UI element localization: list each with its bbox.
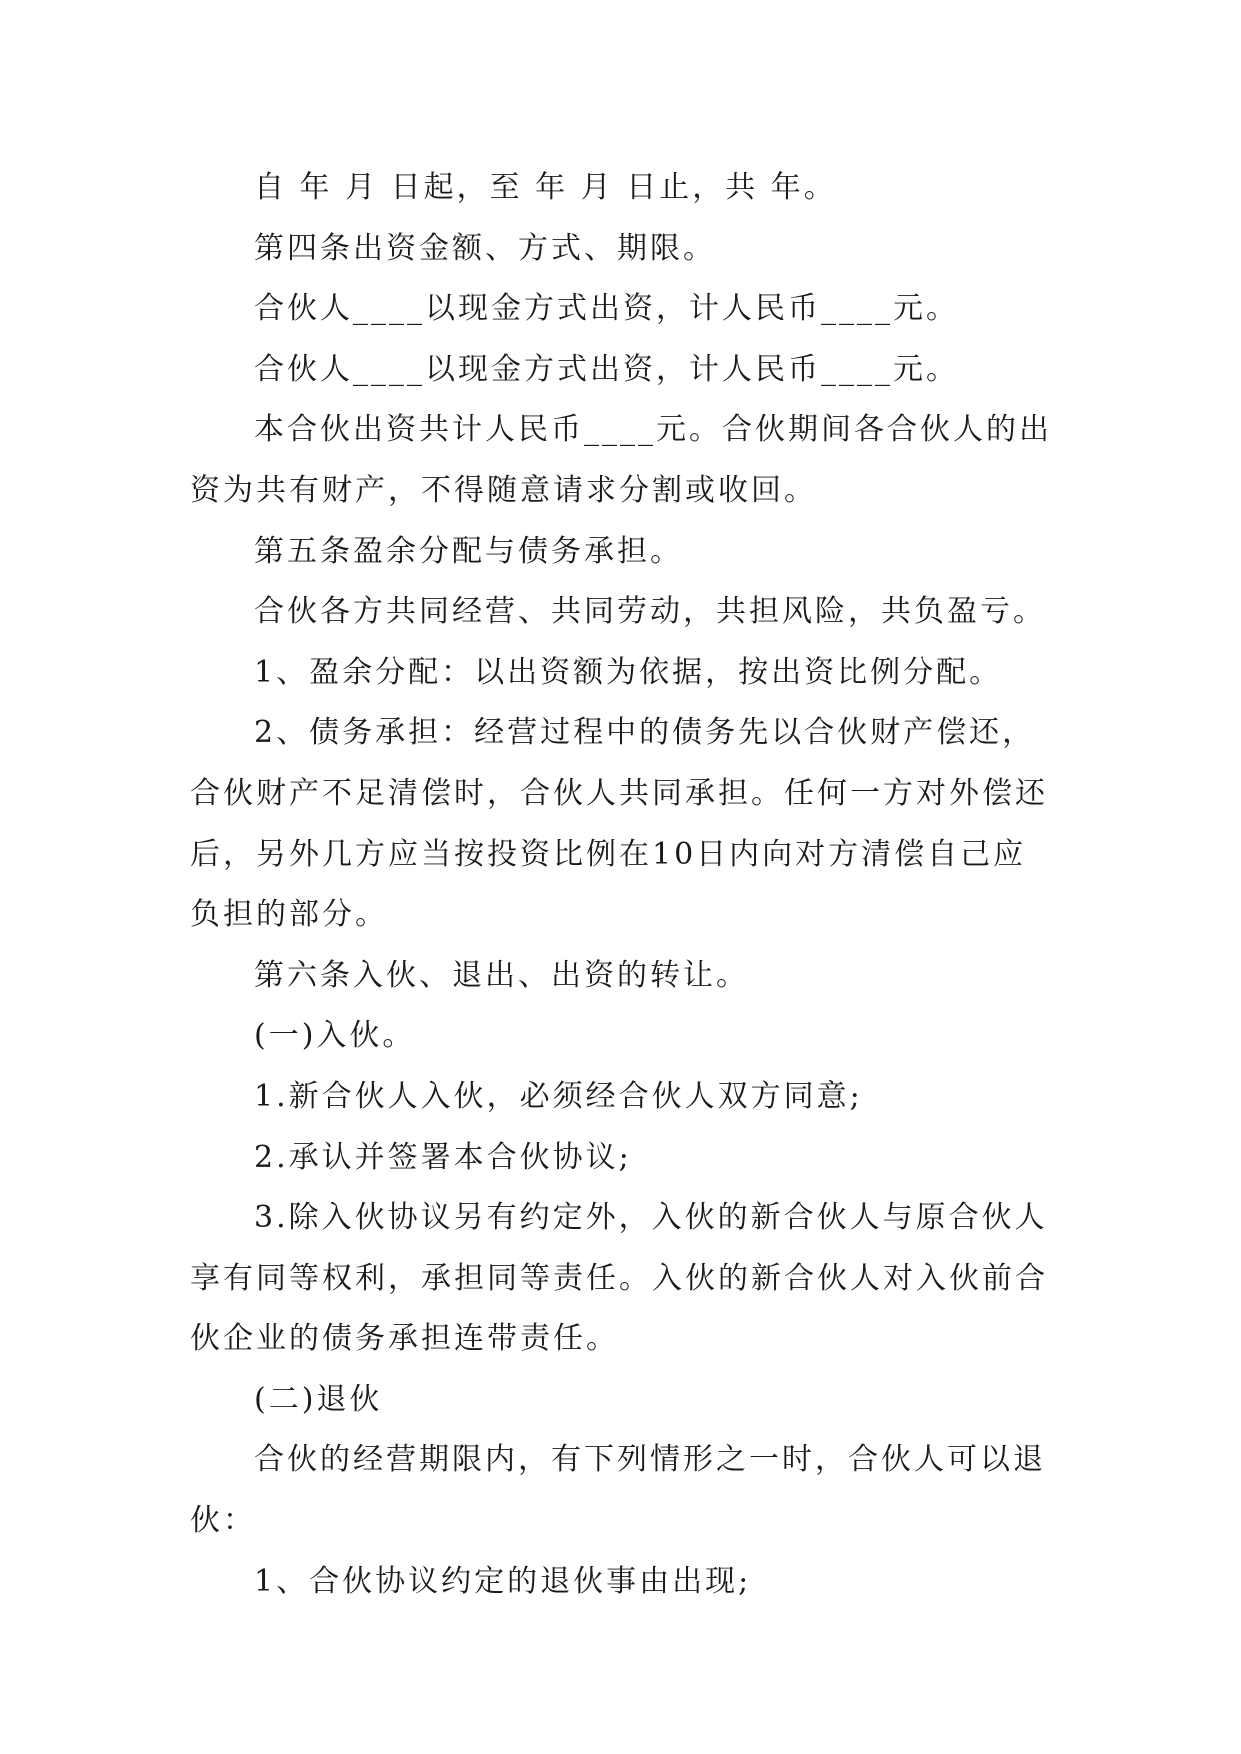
subheading-withdrawal: (二)退伙 [254,1381,383,1417]
heading-article-5: 第五条盈余分配与债务承担。 [254,533,683,569]
paragraph-debt-bearing: 2、债务承担：经营过程中的债务先以合伙财产偿还，合伙财产不足清偿时，合伙人共同承担。任何一方对外偿还后，另外几方应当按投资比例在10日内向对方清偿自己应负担的部分。 [190,715,1048,933]
paragraph-term: 自 年 月 日起，至 年 月 日止，共 年。 [254,170,837,205]
heading-article-6: 第六条入伙、退出、出资的转让。 [254,957,749,993]
list-item-joining-3: 3.除入伙协议另有约定外，入伙的新合伙人与原合伙人享有同等权利，承担同等责任。入伙的新合伙人对入伙前合伙企业的债务承担连带责任。 [190,1200,1048,1357]
paragraph-joint-operation: 合伙各方共同经营、共同劳动，共担风险，共负盈亏。 [254,594,1046,630]
list-item-joining-2: 2.承认并签署本合伙协议; [254,1139,632,1175]
list-item-joining-1: 1.新合伙人入伙，必须经合伙人双方同意; [254,1078,863,1114]
document-body [190,158,1052,1612]
subheading-joining: (一)入伙。 [254,1018,416,1054]
paragraph-partner-contribution-1: 合伙人____以现金方式出资，计人民币____元。 [254,291,959,327]
paragraph-total-contribution: 本合伙出资共计人民币____元。合伙期间各合伙人的出资为共有财产，不得随意请求分割或收回。 [190,412,1052,508]
list-item-withdrawal-1: 1、合伙协议约定的退伙事由出现; [254,1563,752,1599]
paragraph-partner-contribution-2: 合伙人____以现金方式出资，计人民币____元。 [254,351,959,387]
heading-article-4: 第四条出资金额、方式、期限。 [254,230,716,266]
paragraph-profit-distribution: 1、盈余分配：以出资额为依据，按出资比例分配。 [254,654,1003,690]
paragraph-withdrawal-conditions: 合伙的经营期限内，有下列情形之一时，合伙人可以退伙： [190,1442,1046,1539]
